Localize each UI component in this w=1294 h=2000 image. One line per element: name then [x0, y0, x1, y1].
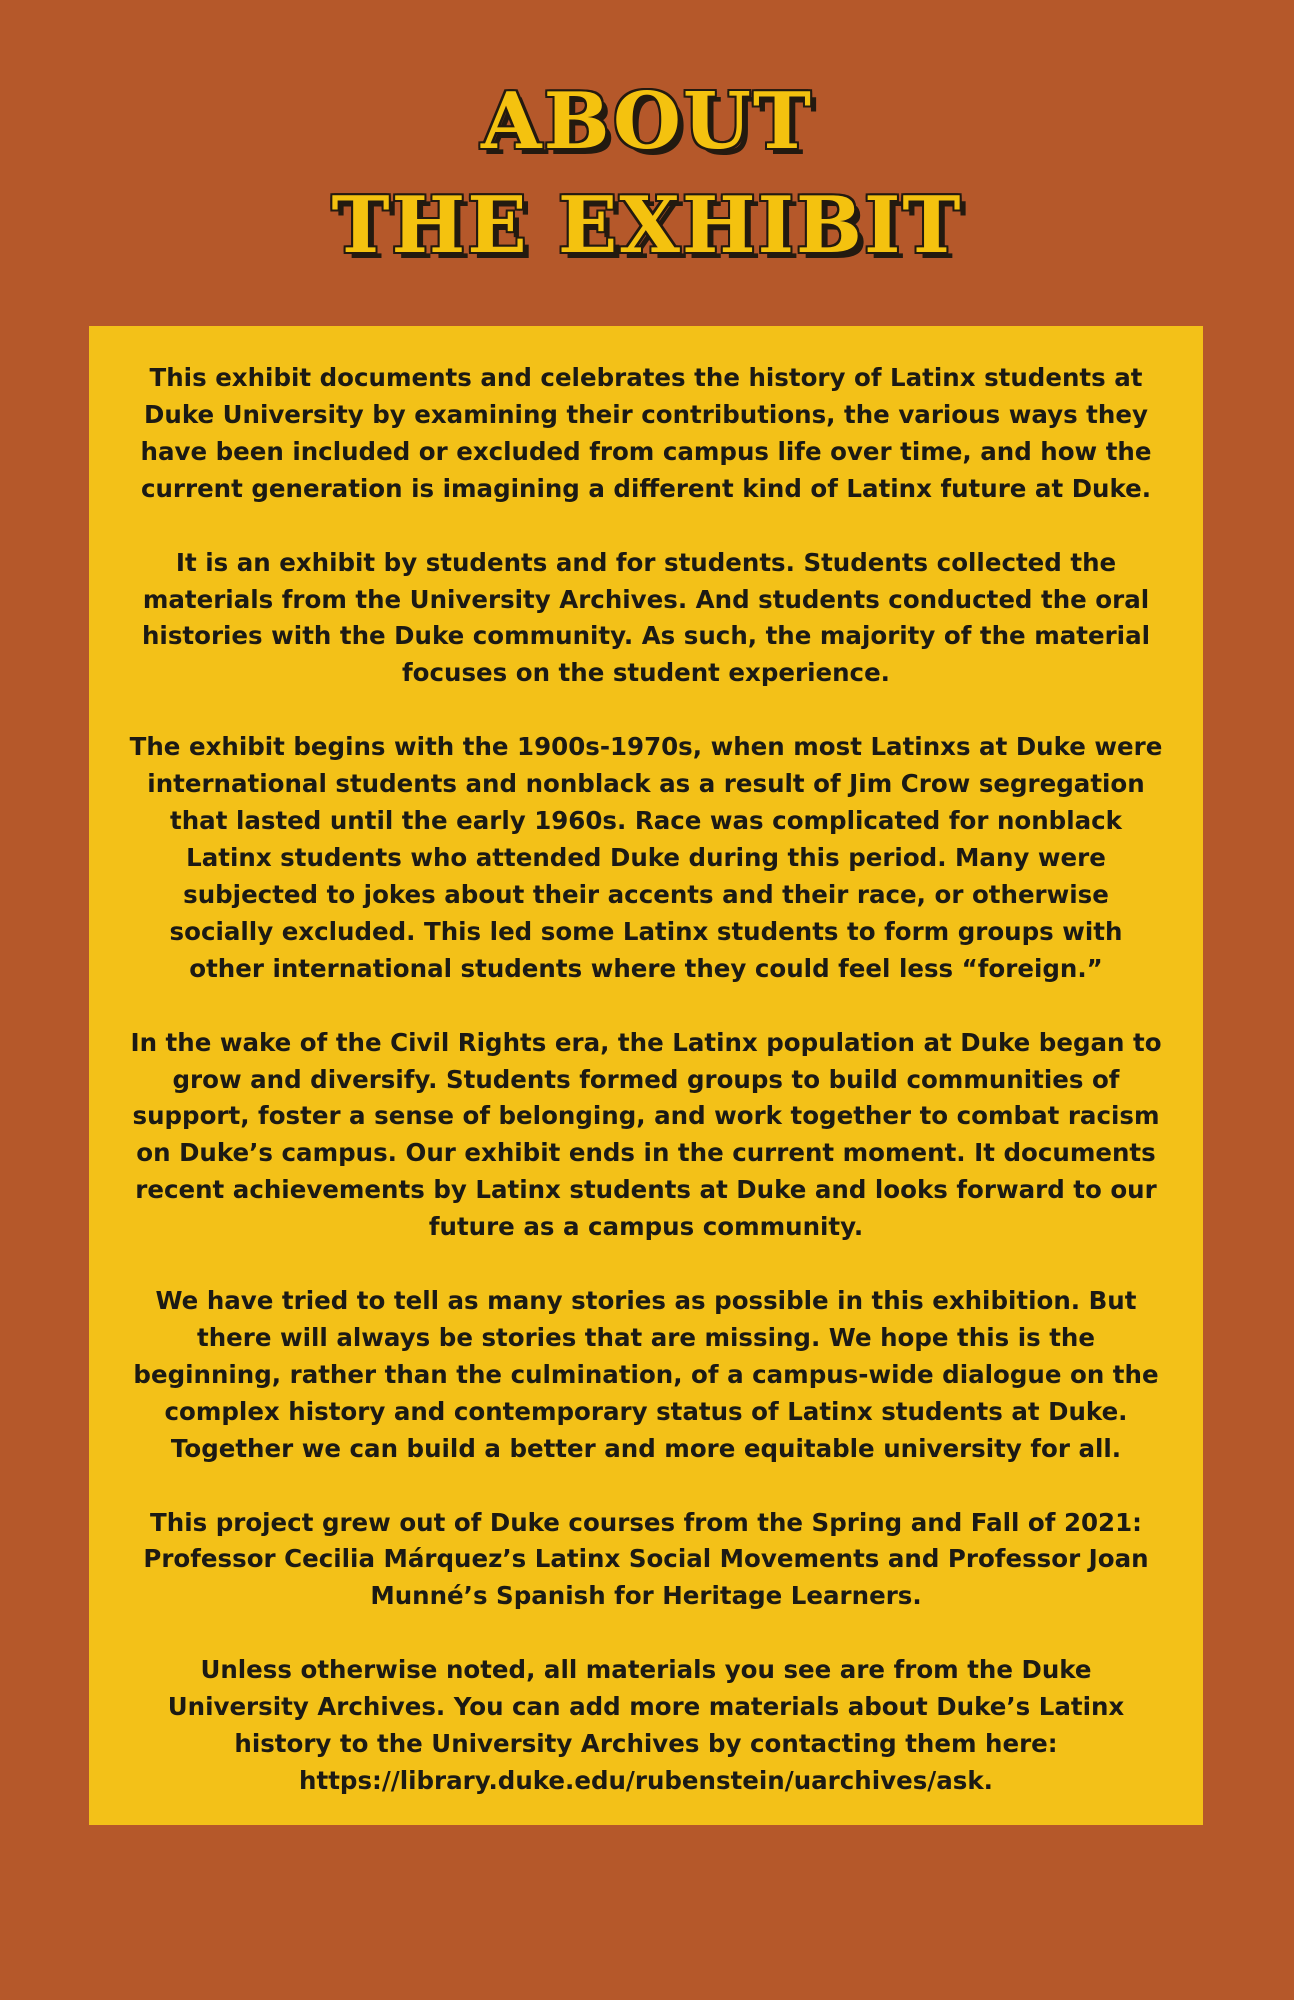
paragraph-civil-rights-era: In the wake of the Civil Rights era, the Latinx population at Duke began to grow and diversify. Students formed groups to build communities of support, foster a sense of belonging, and work together to combat racism on Duke’s campus. Our exhibit ends in the current moment. It documents recent achievements by Latinx students at Duke and looks forward to our future as a campus community.	[130, 1027, 1162, 1242]
paragraph-intro: This exhibit documents and celebrates the history of Latinx students at Duke University by examining their contributions, the various ways they have been included or excluded from campus life over time, and how the current generation is imagining a different kind of Latinx future at Duke.	[140, 363, 1152, 503]
page-title-line-2: THE EXHIBIT	[331, 180, 963, 271]
paragraph-by-students: It is an exhibit by students and for students. Students collected the materials from the University Archives. And students conducted the oral histories with the Duke community. As such, the majority of the material focuses on the student experience.	[141, 547, 1151, 688]
paragraph-archives-contact: Unless otherwise noted, all materials you see are from the Duke University Archives. You can add more materials about Duke’s Latinx history to the University Archives by contacting them here: https://library.duke.edu/rubenstein/uarchives/ask.	[167, 1655, 1125, 1795]
page-title	[0, 70, 1294, 278]
paragraph-early-history: The exhibit begins with the 1900s-1970s, when most Latinxs at Duke were international students and nonblack as a result of Jim Crow segregation that lasted until the early 1960s. Race was complicated for nonblack Latinx students who attended Duke during this period. Many were subjected to jokes about their accents and their race, or otherwise socially excluded. This led some Latinx students to form groups with other international students where they could feel less “foreign.”	[129, 732, 1163, 983]
paragraph-courses: This project grew out of Duke courses from the Spring and Fall of 2021: Professor Cecilia Márquez’s Latinx Social Movements and Professor Joan Munné’s Spanish for Heritage Learners.	[143, 1507, 1149, 1611]
page-title-line-1: ABOUT	[481, 76, 813, 167]
content-panel	[89, 326, 1203, 1825]
paragraph-missing-stories: We have tried to tell as many stories as possible in this exhibition. But there will always be stories that are missing. We hope this is the beginning, rather than the culmination, of a campus-wide dialogue on the complex history and contemporary status of Latinx students at Duke. Together we can build a better and more equitable university for all.	[133, 1286, 1159, 1463]
